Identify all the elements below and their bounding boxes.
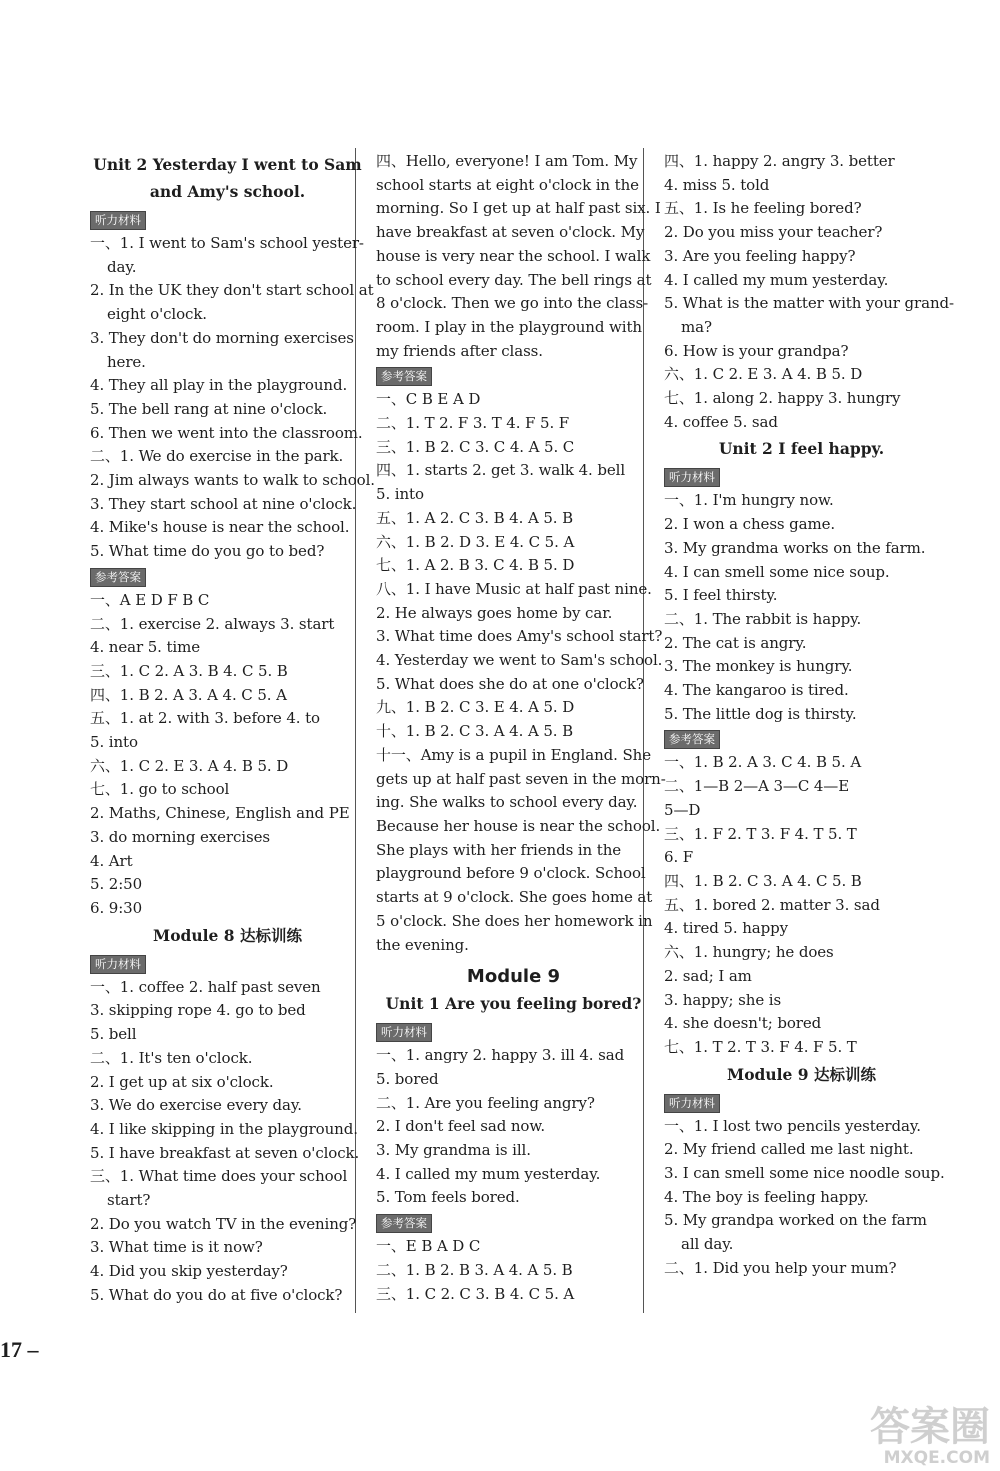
answer-line: 4. The kangaroo is tired. (664, 681, 849, 700)
section-badge: 听力材料 (664, 1094, 720, 1113)
answer-line: 十一、Amy is a pupil in England. She (376, 745, 651, 764)
answer-line: 4. Mike's house is near the school. (90, 518, 350, 537)
answer-line: 七、1. along 2. happy 3. hungry (664, 389, 901, 408)
answer-line: 4. she doesn't; bored (664, 1014, 822, 1033)
answer-line: here. (107, 352, 146, 371)
answer-line: 六、1. hungry; he does (664, 943, 834, 962)
answer-line: my friends after class. (376, 341, 543, 360)
answer-line: 3. They don't do morning exercises (90, 328, 354, 347)
label-row (664, 464, 939, 489)
label-row (90, 951, 365, 976)
answer-line: 一、A E D F B C (90, 590, 210, 609)
answer-line: 六、1. B 2. D 3. E 4. C 5. A (376, 532, 575, 551)
answer-line: 4. They all play in the playground. (90, 376, 348, 395)
answer-line: 五、1. bored 2. matter 3. sad (664, 895, 880, 914)
answer-line: the evening. (376, 935, 469, 954)
answer-line: 一、1. coffee 2. half past seven (90, 977, 321, 996)
answer-line: 2. Do you watch TV in the evening? (90, 1214, 357, 1233)
answer-line: 5. 2:50 (90, 875, 143, 894)
answer-line: start? (107, 1191, 151, 1210)
answer-line: gets up at half past seven in the morn- (376, 769, 666, 788)
answer-line: room. I play in the playground with (376, 317, 642, 336)
section-badge: 参考答案 (376, 367, 432, 386)
answer-line: 5—D (664, 800, 701, 819)
label-row (90, 207, 365, 232)
watermark-logo (790, 1405, 990, 1467)
answer-line: 5. into (376, 485, 424, 504)
label-row (90, 564, 365, 589)
answer-line: 五、1. A 2. C 3. B 4. A 5. B (376, 508, 574, 527)
answer-line: 6. F (664, 848, 694, 867)
answer-line: 二、1. T 2. F 3. T 4. F 5. F (376, 414, 570, 433)
label-row (376, 1019, 651, 1044)
answer-line: Because her house is near the school. (376, 816, 661, 835)
answer-line: 5. The bell rang at nine o'clock. (90, 399, 328, 418)
section-badge: 参考答案 (90, 568, 146, 587)
answer-line: 4. near 5. time (90, 638, 201, 657)
answer-line: 三、1. C 2. A 3. B 4. C 5. B (90, 661, 288, 680)
answer-line: 5. Tom feels bored. (376, 1188, 520, 1207)
section-badge: 听力材料 (90, 955, 146, 974)
answer-line: 6. 9:30 (90, 898, 143, 917)
answer-line: house is very near the school. I walk (376, 246, 651, 265)
answer-line: 一、1. B 2. A 3. C 4. B 5. A (664, 753, 862, 772)
section-title: Unit 1 Are you feeling bored? (385, 994, 642, 1014)
answer-line: eight o'clock. (107, 305, 207, 324)
answer-line: all day. (681, 1235, 734, 1254)
answer-line: 六、1. C 2. E 3. A 4. B 5. D (664, 365, 863, 384)
answer-line: 2. He always goes home by car. (376, 603, 613, 622)
answer-line: 5 o'clock. She does her homework in (376, 911, 653, 930)
answer-line: 2. My friend called me last night. (664, 1140, 914, 1159)
answer-line: 2. Do you miss your teacher? (664, 223, 883, 242)
answer-line: 三、1. F 2. T 3. F 4. T 5. T (664, 824, 857, 843)
answer-line: 四、1. B 2. C 3. A 4. C 5. B (664, 871, 862, 890)
answer-line: 3. The monkey is hungry. (664, 657, 853, 676)
answer-line: school starts at eight o'clock in the (376, 175, 639, 194)
answer-line: 5. My grandpa worked on the farm (664, 1211, 927, 1230)
answer-line: 五、1. Is he feeling bored? (664, 199, 862, 218)
answer-line: 二、1. B 2. B 3. A 4. A 5. B (376, 1260, 573, 1279)
answer-line: 2. Maths, Chinese, English and PE (90, 804, 350, 823)
section-title: and Amy's school. (149, 182, 306, 201)
answer-line: playground before 9 o'clock. School (376, 864, 646, 883)
section-title: Unit 2 I feel happy. (718, 439, 885, 459)
answer-line: She plays with her friends in the (376, 840, 622, 859)
answer-line: 2. I don't feel sad now. (376, 1117, 545, 1136)
answer-line: ing. She walks to school every day. (376, 793, 638, 812)
answer-line: 二、1. exercise 2. always 3. start (90, 614, 335, 633)
answer-line: day. (107, 257, 137, 276)
section-title: Module 8 达标训练 (153, 925, 302, 945)
answer-line: 四、1. happy 2. angry 3. better (664, 152, 895, 170)
answer-line: 4. I can smell some nice soup. (664, 562, 890, 581)
section-title: Module 9 达标训练 (727, 1064, 876, 1084)
answer-line: 三、1. C 2. C 3. B 4. C 5. A (376, 1284, 575, 1303)
answer-line: 3. happy; she is (664, 990, 782, 1009)
answer-line: 3. My grandma is ill. (376, 1141, 531, 1160)
answer-line: 2. Jim always wants to walk to school. (90, 471, 375, 490)
watermark-url: MXQE.COM (883, 1448, 990, 1468)
answer-line: 九、1. B 2. C 3. E 4. A 5. D (376, 698, 575, 717)
answer-line: 4. coffee 5. sad (664, 412, 778, 431)
answer-line: 6. Then we went into the classroom. (90, 423, 363, 442)
answer-line: 5. bored (376, 1069, 439, 1088)
answer-line: 5. What time do you go to bed? (90, 542, 325, 561)
answer-line: 七、1. A 2. B 3. C 4. B 5. D (376, 556, 575, 575)
answer-line: 一、1. I went to Sam's school yester- (90, 234, 364, 252)
answer-line: 4. Art (90, 851, 133, 870)
answer-line: 五、1. at 2. with 3. before 4. to (90, 709, 320, 728)
answer-line: 5. bell (90, 1025, 137, 1044)
answer-line: 3. We do exercise every day. (90, 1096, 302, 1115)
answer-line: 二、1. It's ten o'clock. (90, 1048, 253, 1067)
section-badge: 参考答案 (664, 730, 720, 749)
answer-line: 3. skipping rope 4. go to bed (90, 1001, 306, 1020)
answer-line: 一、C B E A D (376, 390, 481, 409)
answer-line: 3. What time is it now? (90, 1238, 263, 1257)
column-left (90, 150, 375, 1308)
answer-line: 六、1. C 2. E 3. A 4. B 5. D (90, 756, 289, 775)
answer-line: 5. The little dog is thirsty. (664, 704, 857, 723)
answer-line: 一、1. angry 2. happy 3. ill 4. sad (376, 1046, 625, 1065)
section-badge: 听力材料 (376, 1023, 432, 1042)
answer-line: have breakfast at seven o'clock. My (376, 223, 645, 242)
answer-line: 4. Did you skip yesterday? (90, 1262, 288, 1281)
column-right (664, 150, 954, 1281)
answer-line: 2. I won a chess game. (664, 515, 836, 534)
answer-line: 十、1. B 2. C 3. A 4. A 5. B (376, 722, 574, 741)
answer-line: 3. They start school at nine o'clock. (90, 494, 357, 513)
answer-line: 2. sad; I am (664, 966, 752, 985)
answer-line: 4. I called my mum yesterday. (376, 1164, 601, 1183)
page-number: 17 – (0, 1337, 39, 1362)
answer-line: 5. What is the matter with your grand- (664, 294, 954, 313)
answer-line: 5. into (90, 733, 138, 752)
answer-line: 二、1. The rabbit is happy. (664, 609, 862, 628)
answer-line: 4. tired 5. happy (664, 919, 788, 938)
section-title: Unit 2 Yesterday I went to Sam (93, 155, 362, 174)
answer-line: to school every day. The bell rings at (376, 270, 652, 289)
answer-line: 5. I have breakfast at seven o'clock. (90, 1143, 360, 1162)
module-title: Module 9 (466, 966, 561, 988)
answer-line: 3. My grandma works on the farm. (664, 538, 926, 557)
answer-line: 2. I get up at six o'clock. (90, 1072, 274, 1091)
answer-line: 5. What does she do at one o'clock? (376, 674, 644, 693)
answer-line: 4. miss 5. told (664, 175, 770, 194)
answer-line: 2. In the UK they don't start school at (90, 281, 374, 300)
label-row (376, 1210, 651, 1235)
answer-line: 3. What time does Amy's school start? (376, 627, 663, 646)
column-middle (376, 150, 666, 1306)
label-row (376, 363, 651, 388)
answer-line: 2. The cat is angry. (664, 633, 807, 652)
watermark-text: 答案圈 (870, 1404, 990, 1450)
answer-line: 三、1. B 2. C 3. C 4. A 5. C (376, 437, 575, 456)
answer-line: 3. do morning exercises (90, 827, 270, 846)
answer-line: 四、Hello, everyone! I am Tom. My (376, 152, 638, 170)
answer-line: 4. I called my mum yesterday. (664, 270, 889, 289)
answer-line: 3. Are you feeling happy? (664, 246, 856, 265)
answer-line: 一、1. I lost two pencils yesterday. (664, 1116, 921, 1135)
answer-line: 4. Yesterday we went to Sam's school. (376, 651, 663, 670)
answer-line: 5. I feel thirsty. (664, 586, 778, 605)
label-row (664, 1090, 939, 1115)
answer-line: 一、E B A D C (376, 1237, 481, 1256)
answer-line: 二、1. Are you feeling angry? (376, 1093, 595, 1112)
answer-line: 5. What do you do at five o'clock? (90, 1285, 343, 1304)
answer-line: 二、1. We do exercise in the park. (90, 447, 344, 466)
answer-line: 七、1. go to school (90, 780, 230, 799)
answer-line: 3. I can smell some nice noodle soup. (664, 1164, 945, 1183)
answer-line: 4. The boy is feeling happy. (664, 1187, 869, 1206)
answer-line: 四、1. starts 2. get 3. walk 4. bell (376, 461, 626, 480)
answer-line: 二、1. Did you help your mum? (664, 1258, 897, 1277)
answer-line: 七、1. T 2. T 3. F 4. F 5. T (664, 1037, 857, 1056)
answer-line: 8 o'clock. Then we go into the class- (376, 294, 649, 313)
answer-line: 一、1. I'm hungry now. (664, 491, 834, 510)
answer-line: 6. How is your grandpa? (664, 341, 849, 360)
answer-line: morning. So I get up at half past six. I (376, 199, 661, 218)
answer-line: 三、1. What time does your school (90, 1167, 348, 1186)
section-badge: 参考答案 (376, 1214, 432, 1233)
answer-line: starts at 9 o'clock. She goes home at (376, 888, 653, 907)
answer-line: 八、1. I have Music at half past nine. (376, 579, 652, 598)
section-badge: 听力材料 (664, 468, 720, 487)
label-row (664, 726, 939, 751)
section-badge: 听力材料 (90, 211, 146, 230)
answer-line: 二、1—B 2—A 3—C 4—E (664, 777, 850, 796)
answer-line: ma? (681, 317, 712, 336)
answer-line: 4. I like skipping in the playground. (90, 1119, 358, 1138)
answer-line: 四、1. B 2. A 3. A 4. C 5. A (90, 685, 287, 704)
